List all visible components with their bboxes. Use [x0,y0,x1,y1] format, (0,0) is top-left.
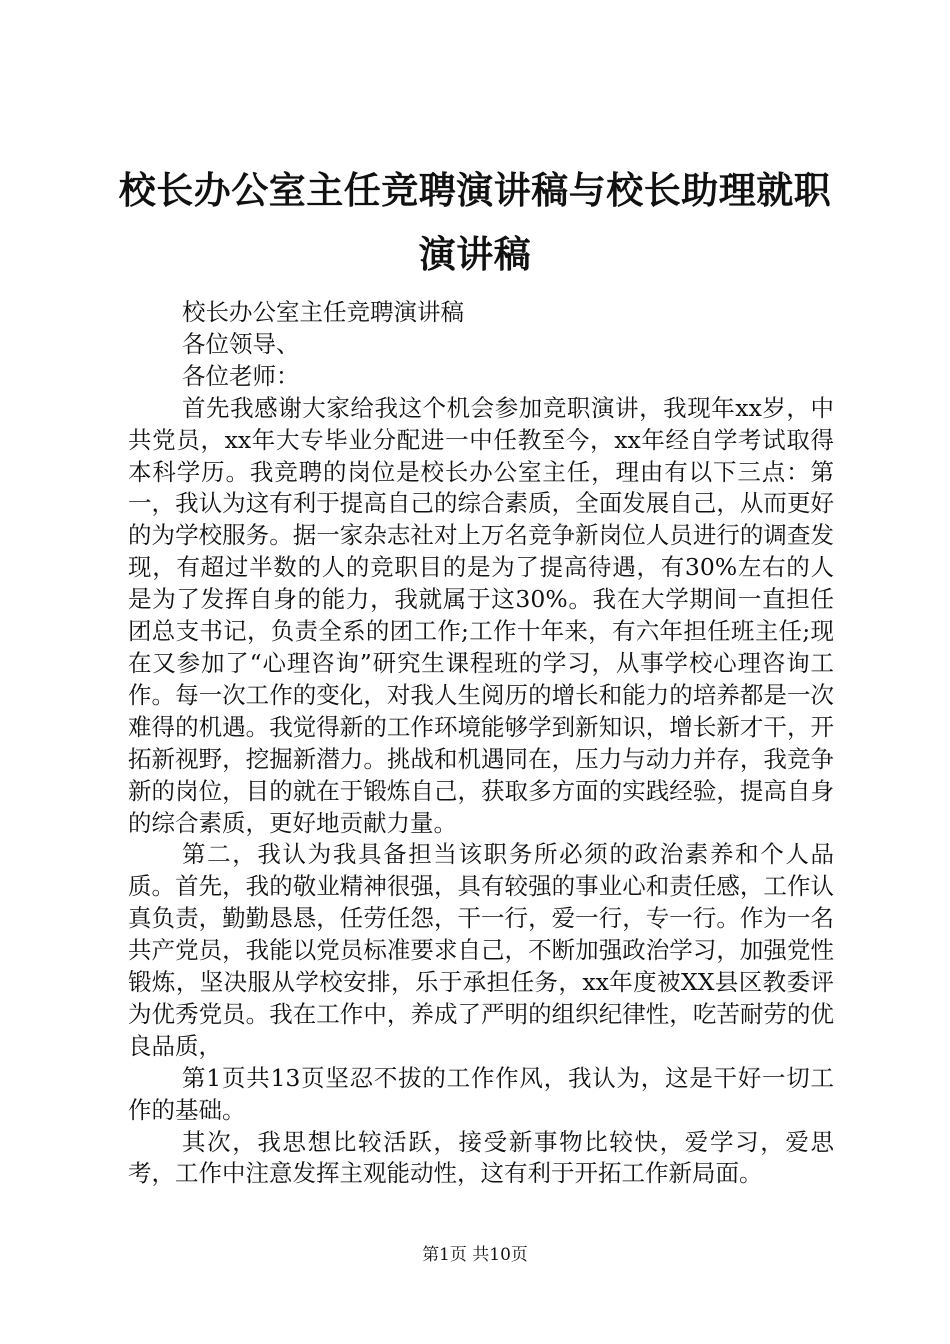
paragraph-3: 第1页共13页坚忍不拔的工作作风，我认为，这是干好一切工作的基础。 [128,1063,834,1124]
document-body [128,297,834,1190]
paragraph-2: 第二，我认为我具备担当该职务所必须的政治素养和个人品质。首先，我的敬业精神很强，具有较强的事业心和责任感，工作认真负责，勤勤恳恳，任劳任怨，干一行，爱一行，专一行。作为一名共产党员，我能以党员标准要求自己，不断加强政治学习，加强党性锻炼，坚决服从学校安排，乐于承担任务，xx年度被XX县区教委评为优秀党员。我在工作中，养成了严明的组织纪律性，吃苦耐劳的优良品质， [128,840,834,1060]
speech-subtitle: 校长办公室主任竞聘演讲稿 [182,298,464,326]
salutation-teachers: 各位老师： [182,361,300,390]
page-footer: 第1页 共10页 [422,1245,528,1265]
salutation-leaders: 各位领导、 [182,329,300,358]
paragraph-1: 首先我感谢大家给我这个机会参加竞职演讲，我现年xx岁，中共党员，xx年大专毕业分配进一中任教至今，xx年经自学考试取得本科学历。我竞聘的岗位是校长办公室主任，理由有以下三点：第一，我认为这有利于提高自己的综合素质，全面发展自己，从而更好的为学校服务。据一家杂志社对上万名竞争新岗位人员进行的调查发现，有超过半数的人的竞职目的是为了提高待遇，有30%左右的人是为了发挥自身的能力，我就属于这30%。我在大学期间一直担任团总支书记，负责全系的团工作;工作十年来，有六年担任班主任;现在又参加了“心理咨询”研究生课程班的学习，从事学校心理咨询工作。每一次工作的变化，对我人生阅历的增长和能力的培养都是一次难得的机遇。我觉得新的工作环境能够学到新知识，增长新才干，开拓新视野，挖掘新潜力。挑战和机遇同在，压力与动力并存，我竞争新的岗位，目的就在于锻炼自己，获取多方面的实践经验，提高自身的综合素质，更好地贡献力量。 [128,393,834,837]
paragraph-4: 其次，我思想比较活跃，接受新事物比较快，爱学习，爱思考，工作中注意发挥主观能动性，这有利于开拓工作新局面。 [128,1127,834,1188]
document-title: 校长办公室主任竞聘演讲稿与校长助理就职演讲稿 [118,168,832,276]
